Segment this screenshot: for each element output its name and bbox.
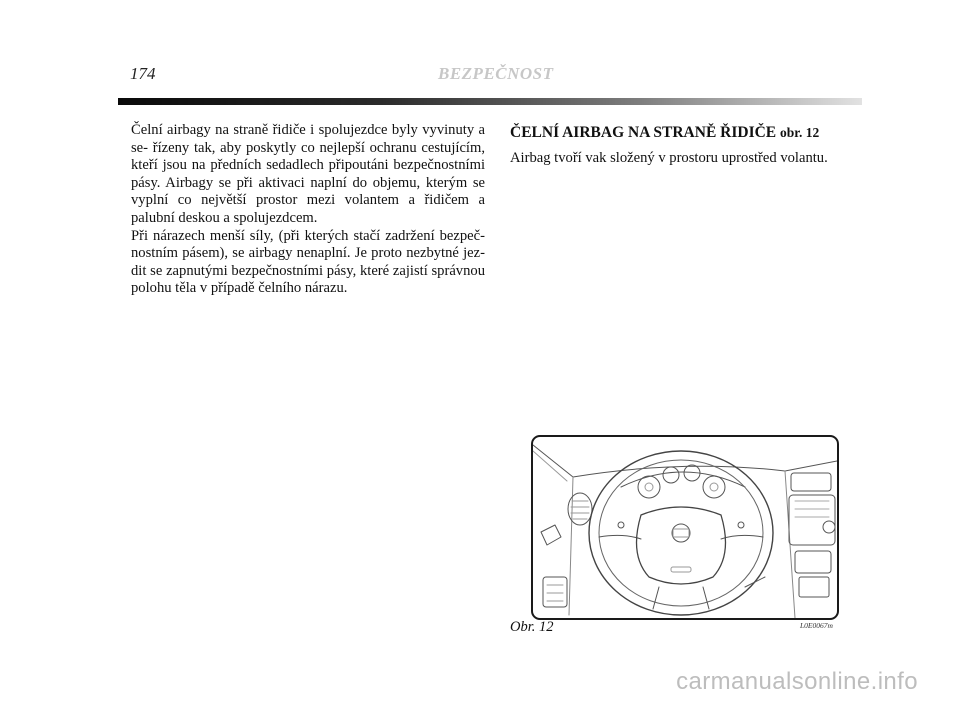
page-number: 174 <box>130 64 156 83</box>
figure-frame <box>531 435 839 620</box>
left-column <box>131 122 485 298</box>
figure-code: L0E0067m <box>800 621 833 630</box>
section-heading <box>510 124 819 142</box>
section-title: BEZPEČNOST <box>438 64 554 83</box>
watermark: carmanualsonline.info <box>676 668 918 695</box>
body-paragraph-2: Při nárazech menší síly, (při kterých stačí zadržení bezpeč- nostním pásem), se airbagy nenaplní. Je proto nezbytné jez- dit se zapnutými bezpečnostními pásy, které zajistí správnou polohu těla v případě čelního nárazu. <box>131 227 485 297</box>
steering-wheel-airbag-icon <box>533 437 837 618</box>
heading-text: ČELNÍ AIRBAG NA STRANĚ ŘIDIČE <box>510 124 777 141</box>
header-rule <box>118 98 862 105</box>
figure-caption: Obr. 12 <box>510 619 554 635</box>
section-body-text: Airbag tvoří vak složený v prostoru uprostřed volantu. <box>510 150 828 166</box>
body-paragraph-1: Čelní airbagy na straně řidiče i spolujezdce byly vyvinuty a se- řízeny tak, aby poskytly co nejlepší ochranu cestujícím, kteří jsou na předních sedadlech připoutáni bezpečnostními pásy. Airbagy se při aktivaci naplní do objemu, kterým se vyplní co největší prostor mezi volantem a řidičem a palubní deskou a spolujezdcem. <box>131 122 485 226</box>
heading-figure-ref: obr. 12 <box>780 125 820 140</box>
